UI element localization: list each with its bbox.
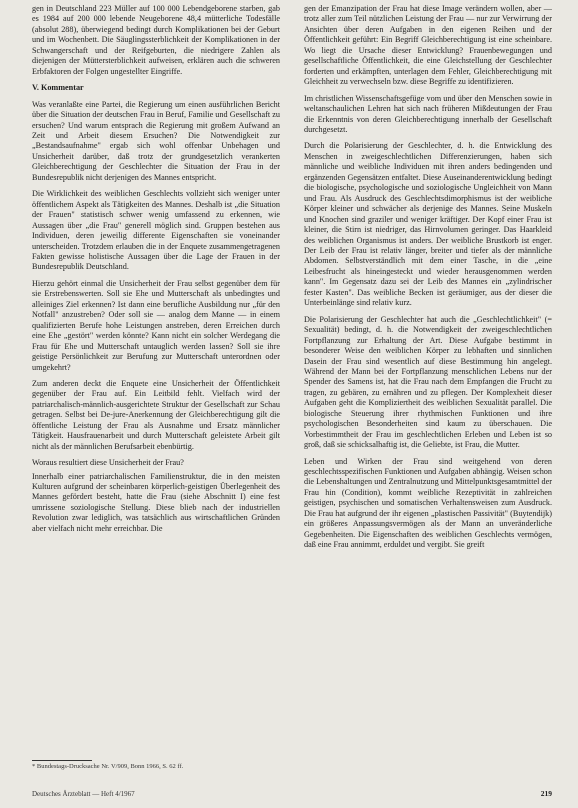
footnote-divider xyxy=(32,760,92,761)
paragraph: Im christlichen Wissenschaftsgefüge vom und über den Menschen sowie in weltanschaulichen Lehren hat sich nach früheren Mißdeutungen der Frau die Erkenntnis von deren Gleichberechtigung innerhalb der Gesellschaft durchgesetzt. xyxy=(304,93,552,134)
subheading: Woraus resultiert diese Unsicherheit der Frau? xyxy=(32,458,184,468)
section-heading: V. Kommentar xyxy=(32,83,84,93)
paragraph: Zum anderen deckt die Enquete eine Unsicherheit der Öffentlichkeit gegenüber der Frau auf. Ein Leitbild fehlt. Vielfach wird der patriarchalisch-männlich-ausgerichtete Struktur der Gesellschaft zur Schau getragen. Selbst bei De-jure-Anerkennung der Gleichberechtigung gilt die öffentliche Leistung der Frau als Ausnahme und Ersatz männlicher Tätigkeit. Hausfrauenarbeit und durch Mutterschaft geleistete Arbeit gilt nicht als der männlichen Berufsarbeit ebenbürtig. xyxy=(32,378,280,451)
paragraph: Was veranlaßte eine Partei, die Regierung um einen ausführlichen Bericht über die Situation der deutschen Frau in Beruf, Familie und Gesellschaft zu ersuchen? Und warum entsprach die Regierung mit großem Aufwand an Zeit und Arbeit diesem Ersuchen? Die Notwendigkeit zur „Bestandsaufnahme" ergab sich wohl offenbar Unbehagen und Unsicherheit darüber, daß trotz der grundgesetzlich verankerten Gleichberechtigung der Geschlechter die Situation der Frau in der Bundesrepublik nicht derjenigen des Mannes entspricht. xyxy=(32,99,280,182)
paragraph: Die Wirklichkeit des weiblichen Geschlechts vollzieht sich weniger unter öffentlichem Aspekt als Tätigkeiten des Mannes. Deshalb ist „die Situation der Frauen" statistisch schwer wenig umfassend zu erkennen, wie Aussagen über „die Frau" generell möglich sind. Gruppen bestehen aus Individuen, deren jeweilig differente Eigenschaften sie voneinander unterscheiden. Trotzdem erlauben die in der Enquete zusammengetragenen Fakten gewisse holistische Aussagen über die Lage der Frauen in der Bundesrepublik Deutschland. xyxy=(32,189,280,272)
right-column xyxy=(304,4,552,557)
paragraph: gen der Emanzipation der Frau hat diese Image verändern wollen, aber — trotz aller zum Teil nützlichen Leistung der Frau — nur zur Verwirrung der Ansichten über deren Aufgaben in den eigenen Reihen und der Öffentlichkeit geführt: Ein Begriff Gleichberechtigung ist eine scheinbare. Wo liegt die Ursache dieser Entwicklung? Frauenbewegungen und gesellschaftliche Öffentlichkeit, die eine Gleichstellung der Geschlechter forderten und erkämpften, unterlagen dem Fehler, Gleichberechtigung mit Gleichheit zu verwechseln bzw. diese Begriffe zu identifizieren. xyxy=(304,4,552,87)
journal-footer: Deutsches Ärzteblatt — Heft 4/1967 xyxy=(32,790,135,798)
page-number: 219 xyxy=(540,789,552,798)
paragraph: gen in Deutschland 223 Müller auf 100 000 Lebendgeborene starben, gab es 1984 auf 200 000 lebende Neugeborene 48,4 mütterliche Todesfälle (absolut 288), überwiegend bedingt durch Komplikationen bei der Geburt und im Wochenbett. Die Säuglingssterblichkeit der Komplikationen in der Schwangerschaft und der Reifgeburten, die niedrigere Zahlen als diejenigen der Müttersterblichkeit aufweisen, erklären auch die schweren Erbfaktoren der Folgen ungestellter Eingriffe. xyxy=(32,4,280,76)
paragraph: Durch die Polarisierung der Geschlechter, d. h. die Entwicklung des Menschen in zweigeschlechtlichen Differenzierungen, haben sich männliche und weibliche Individuen mit ihren anders bedingenden und ergänzenden Gegensätzen entfaltet. Diese Auseinanderentwicklung bedingt die biologische, psychologische und soziologische Ungleichheit von Mann und Frau. Als Ausdruck des Geschlechtsdimorphismus ist der weibliche Körper kleiner und schwächer als derjenige des Mannes. Seine Muskeln und Knochen sind graziler und weniger kräftiger. Der Kopf einer Frau ist kleiner, die Stirn ist niedriger, das Hirnvolumen geringer. Das Haarkleid des weiblichen Organismus ist anders. Der weibliche Brustkorb ist enger. Der Leib der Frau ist relativ länger, breiter und tiefer als der männliche Abdomen. Selbstverständlich mit dem einer Tasche, in die „eine Leibesfrucht als hineingesteckt und wieder herausgenommen werden kann". Im Gegensatz dazu sei der Leib des Mannes ein „zylindrischer fester Kasten". Das weibliche Becken ist geräumiger, aus der dieser die Unterbeinlänge sind relativ kurz. xyxy=(304,141,552,308)
paragraph: Leben und Wirken der Frau sind weitgehend von deren geschlechtsspezifischen Funktionen und Aufgaben abhängig. Weisen schon die Lebenshaltungen und Zentralnutzung und Mittelpunktsgesamtmittel der Frau hin (Condition), kommt weibliche Rezeptivität in zahlreichen geistigen, psychischen und somatischen Verhaltensweisen zum Ausdruck. Die Frau hat aufgrund der ihr eigenen „plastischen Passivität" (Buytendijk) ein größeres Anpassungsvermögen als der Mann an unveränderliche Gegebenheiten. Die Eigenschaften des weiblichen Geschlechts vermögen, daß eine Frau annimmt, erduldet und vergibt. Sie greift xyxy=(304,456,552,550)
paragraph: Innerhalb einer patriarchalischen Familienstruktur, die in den meisten Kulturen aufgrund der scheinbaren körperlich-geistigen Überlegenheit des Mannes gefördert besteht, hatte die Frau (siehe Abschnitt I) eine fest umrissene soziologische Stellung. Diese blieb nach der industriellen Revolution zwar lediglich, was tatsächlich aus wirtschaftlichen Gründen aber vielfach nicht mehr erreichbar. Die xyxy=(32,471,280,533)
footnote: * Bundestags-Drucksache Nr. V/909, Bonn 1966, S. 62 ff. xyxy=(32,763,184,770)
paragraph: Die Polarisierung der Geschlechter hat auch die „Geschlechtlichkeit" (= Sexualität) bedingt, d. h. die Notwendigkeit der zweigeschlechtlichen Fortpflanzung zur Erhaltung der Art. Diese Aufgabe bestimmt in besonderer Weise den weiblichen Körper zu lebhaften und sinnlichen Dasein der Frau sind wesentlich auf diese Bestimmung hin angelegt. Während der Mann bei der Fortpflanzung menschlichen Lebens nur der Spender des Samens ist, hat die Frau nach dem Empfangen die Frucht zu tragen, zu gebären, zu ernähren und zu pflegen. Der Komplexheit dieser Aufgaben geht die Kompliziertheit des weiblichen Sexualität parallel. Die biologische Steuerung ihrer rhythmischen Funktionen und ihre psychologischen Besonderheiten sind kaum zu überschauen. Die Vorbestimmtheit der Frau im geschlechtlichen Erleben und Leben ist so groß, daß sie schicksalhaftig ist, die Geliebte, ist Frau, die Mutter. xyxy=(304,314,552,450)
left-column xyxy=(32,4,280,540)
paragraph: Hierzu gehört einmal die Unsicherheit der Frau selbst gegenüber dem für sie Erstrebenswerten. Soll sie Ehe und Mutterschaft als unbedingtes und alleiniges Ziel erkennen? Ist dann eine berufliche Ausbildung nur „für den Notfall" anzustreben? Oder soll sie — analog dem Manne — in einem qualifizierten Berufe hohe Leistungen anstreben, deren Erreichen durch eine Ehe „gestört" werden könnte? Kann nicht ein solcher Werdegang die Frau für Ehe und Mutterschaft untauglich werden lassen? Soll sie ihre geistige Persönlichkeit zur Berufung zur Mutterschaft unterordnen oder umgekehrt? xyxy=(32,278,280,372)
